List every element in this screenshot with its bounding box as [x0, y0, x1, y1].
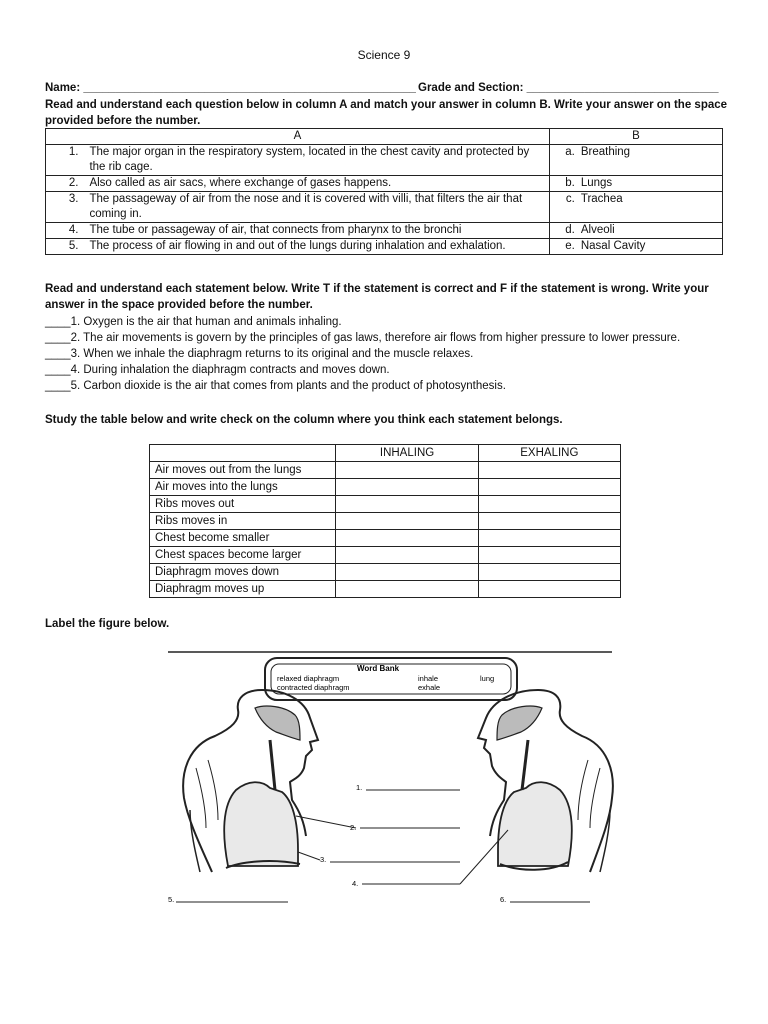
exhaling-check-cell [478, 513, 620, 530]
inhaling-check-cell [336, 530, 478, 547]
exhaling-check-cell [478, 564, 620, 581]
word-bank-word: lung [480, 674, 495, 683]
left-torso-illustration [183, 690, 318, 872]
label-number-3: 3. [320, 855, 327, 864]
statement-cell: Ribs moves out [150, 496, 336, 513]
matching-row [46, 145, 723, 176]
choice-text: Alveoli [580, 224, 615, 236]
question-text: The major organ in the respiratory system, located in the chest cavity and protected by the rib cage. [86, 145, 549, 176]
exhaling-check-cell [478, 479, 620, 496]
right-torso-illustration [478, 690, 613, 872]
name-field-label: Name: ____________________________________________________ [45, 82, 416, 94]
answer-choice [549, 223, 722, 239]
right-lung-region [498, 782, 572, 866]
statement-cell: Chest spaces become larger [150, 547, 336, 564]
statement-cell: Diaphragm moves up [150, 581, 336, 598]
part3-instructions: Study the table below and write check on the column where you think each statement belongs. [45, 414, 563, 426]
statement-cell: Chest become smaller [150, 530, 336, 547]
question-text: The passageway of air from the nose and it is covered with villi, that filters the air that coming in. [86, 192, 549, 223]
question-text: The tube or passageway of air, that connects from pharynx to the bronchi [86, 223, 549, 239]
question-number: 5. [46, 239, 87, 255]
true-false-item: ____5. Carbon dioxide is the air that comes from plants and the product of photosynthesis. [45, 380, 506, 392]
breathing-figure [0, 640, 768, 920]
inhaling-check-cell [336, 479, 478, 496]
true-false-item: ____3. When we inhale the diaphragm returns to its original and the muscle relaxes. [45, 348, 474, 360]
statement-cell: Ribs moves in [150, 513, 336, 530]
answer-choice [549, 176, 722, 192]
question-number: 2. [46, 176, 87, 192]
statement-cell: Air moves into the lungs [150, 479, 336, 496]
inhaling-check-cell [336, 547, 478, 564]
choice-letter: d. [565, 224, 575, 236]
part4-instructions: Label the figure below. [45, 618, 170, 630]
question-number: 3. [46, 192, 87, 223]
question-number: 1. [46, 145, 87, 176]
word-bank-word: relaxed diaphragm [277, 674, 340, 683]
checklist-row [150, 462, 621, 479]
checklist-row [150, 530, 621, 547]
word-bank-word: exhale [418, 683, 441, 692]
inhaling-check-cell [336, 564, 478, 581]
inhaling-check-cell [336, 513, 478, 530]
checklist-row [150, 513, 621, 530]
question-text: Also called as air sacs, where exchange of gases happens. [86, 176, 549, 192]
exhaling-check-cell [478, 581, 620, 598]
worksheet-title: Science 9 [357, 48, 411, 62]
true-false-item: ____2. The air movements is govern by the principles of gas laws, therefore air flows from higher pressure to lower pressure. [45, 332, 681, 344]
left-nasal-cavity [255, 706, 300, 740]
inhaling-check-cell [336, 581, 478, 598]
statement-cell: Air moves out from the lungs [150, 462, 336, 479]
exhaling-check-cell [478, 496, 620, 513]
choice-letter: b. [565, 177, 575, 189]
matching-table [45, 128, 723, 255]
matching-row [46, 239, 723, 255]
word-bank-word: contracted diaphragm [277, 683, 350, 692]
part1-instructions: Read and understand each question below in column A and match your answer in column B. Write your answer on the space provided before the number. [45, 99, 728, 127]
label-number-6: 6. [500, 895, 507, 904]
left-lung-region [224, 782, 298, 866]
matching-row [46, 223, 723, 239]
inhaling-column-header: INHALING [336, 445, 478, 462]
statement-cell: Diaphragm moves down [150, 564, 336, 581]
word-bank-title: Word Bank [356, 664, 400, 673]
choice-letter: e. [565, 240, 575, 252]
checklist-row [150, 479, 621, 496]
choice-text: Trachea [580, 193, 623, 205]
exhaling-check-cell [478, 547, 620, 564]
checklist-row [150, 564, 621, 581]
column-a-header: A [46, 129, 550, 145]
checklist-row [150, 496, 621, 513]
choice-letter: c. [565, 193, 575, 205]
statement-column-header [150, 445, 336, 462]
choice-text: Nasal Cavity [580, 240, 646, 252]
exhaling-check-cell [478, 462, 620, 479]
inhaling-check-cell [336, 496, 478, 513]
question-number: 4. [46, 223, 87, 239]
answer-choice [549, 145, 722, 176]
word-bank-box [265, 658, 517, 700]
matching-row [46, 176, 723, 192]
exhaling-column-header: EXHALING [478, 445, 620, 462]
part2-instructions: Read and understand each statement below. Write T if the statement is correct and F if the statement is wrong. Write your answer in the space provided before the number. [45, 283, 709, 311]
question-text: The process of air flowing in and out of the lungs during inhalation and exhalation. [86, 239, 549, 255]
choice-text: Lungs [580, 177, 613, 189]
checklist-row [150, 547, 621, 564]
label-number-1: 1. [356, 783, 363, 792]
answer-choice [549, 192, 722, 223]
choice-letter: a. [565, 146, 575, 158]
choice-text: Breathing [580, 146, 631, 158]
inhaling-check-cell [336, 462, 478, 479]
true-false-item: ____1. Oxygen is the air that human and animals inhaling. [45, 316, 342, 328]
word-bank-word: inhale [418, 674, 439, 683]
matching-row [46, 192, 723, 223]
checklist-row [150, 581, 621, 598]
label-number-2: 2. [350, 823, 357, 832]
true-false-item: ____4. During inhalation the diaphragm contracts and moves down. [45, 364, 390, 376]
exhaling-check-cell [478, 530, 620, 547]
label-number-4: 4. [352, 879, 359, 888]
column-b-header: B [549, 129, 722, 145]
inhale-exhale-checklist-table [149, 444, 621, 598]
answer-choice [549, 239, 722, 255]
grade-section-field-label: Grade and Section: ______________________________ [418, 82, 719, 94]
label-number-5: 5. [168, 895, 175, 904]
right-nasal-cavity [497, 706, 542, 740]
